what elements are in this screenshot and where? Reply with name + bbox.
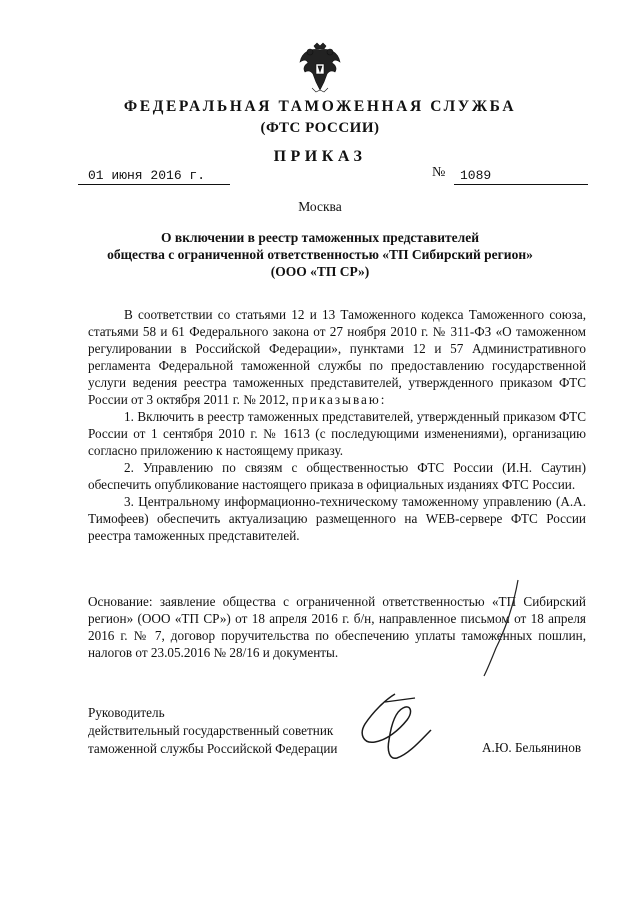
order-word: приказываю: bbox=[292, 392, 387, 407]
signatory-name: А.Ю. Бельянинов bbox=[482, 740, 582, 755]
document-type: ПРИКАЗ bbox=[273, 148, 367, 165]
city: Москва bbox=[298, 199, 342, 214]
order-body bbox=[88, 306, 586, 544]
title-line-3: (ООО «ТП СР») bbox=[270, 264, 370, 279]
double-headed-eagle-emblem-icon bbox=[298, 42, 342, 94]
position-line-1: Руководитель bbox=[88, 705, 165, 720]
item-3: 3. Центральному информационно-техническому таможенному управлению (А.А. Тимофеев) обеспечить актуализацию размещенного на WEB-сервере ФТС России реестра таможенных представителей. bbox=[88, 494, 586, 543]
title-line-1: О включении в реестр таможенных представителей bbox=[161, 230, 479, 245]
org-name: ФЕДЕРАЛЬНАЯ ТАМОЖЕННАЯ СЛУЖБА bbox=[123, 98, 517, 115]
signatory-position bbox=[88, 704, 337, 758]
preamble-paragraph bbox=[88, 306, 586, 408]
position-line-3: таможенной службы Российской Федерации bbox=[88, 741, 338, 756]
order-date: 01 июня 2016 г. bbox=[88, 168, 206, 183]
number-field bbox=[454, 168, 588, 185]
title-line-2: общества с ограниченной ответственностью «ТП Сибирский регион» bbox=[107, 247, 533, 262]
basis-paragraph: Основание: заявление общества с ограниченной ответственностью «ТП Сибирский регион» (ООО «ТП СР») от 18 апреля 2016 г. б/н, направленное письмом от 18 апреля 2016 г. № 7, договор поручительства по обеспечению уплаты таможенных пошлин, налогов от 23.05.2016 № 28/16 и документы. bbox=[88, 594, 586, 660]
org-abbreviation: (ФТС РОССИИ) bbox=[260, 120, 380, 136]
number-sign: № bbox=[432, 165, 446, 180]
date-field bbox=[78, 168, 230, 185]
handwritten-signature-icon bbox=[355, 690, 440, 765]
position-line-2: действительный государственный советник bbox=[88, 723, 334, 738]
pen-stroke-icon bbox=[470, 578, 530, 678]
item-2: 2. Управлению по связям с общественностью ФТС России (И.Н. Саутин) обеспечить опубликование настоящего приказа в официальных изданиях ФТС России. bbox=[88, 460, 586, 492]
item-1: 1. Включить в реестр таможенных представителей, утвержденный приказом ФТС России от 1 сентября 2010 г. № 1613 (с последующими изменениями), организацию согласно приложению к настоящему приказу. bbox=[88, 409, 586, 458]
preamble-text: В соответствии со статьями 12 и 13 Таможенного кодекса Таможенного союза, статьями 58 и 61 Федерального закона от 27 ноября 2010 г. № 311-ФЗ «О таможенном регулировании в Российской Федерации», пунктами 12 и 57 Административного регламента Федеральной таможенной службы по предоставлению государственной услуги ведения реестра таможенных представителей, утвержденного приказом ФТС России от 3 октября 2011 г. № 2012, bbox=[88, 307, 586, 407]
order-number: 1089 bbox=[460, 168, 492, 183]
order-title bbox=[60, 229, 580, 280]
